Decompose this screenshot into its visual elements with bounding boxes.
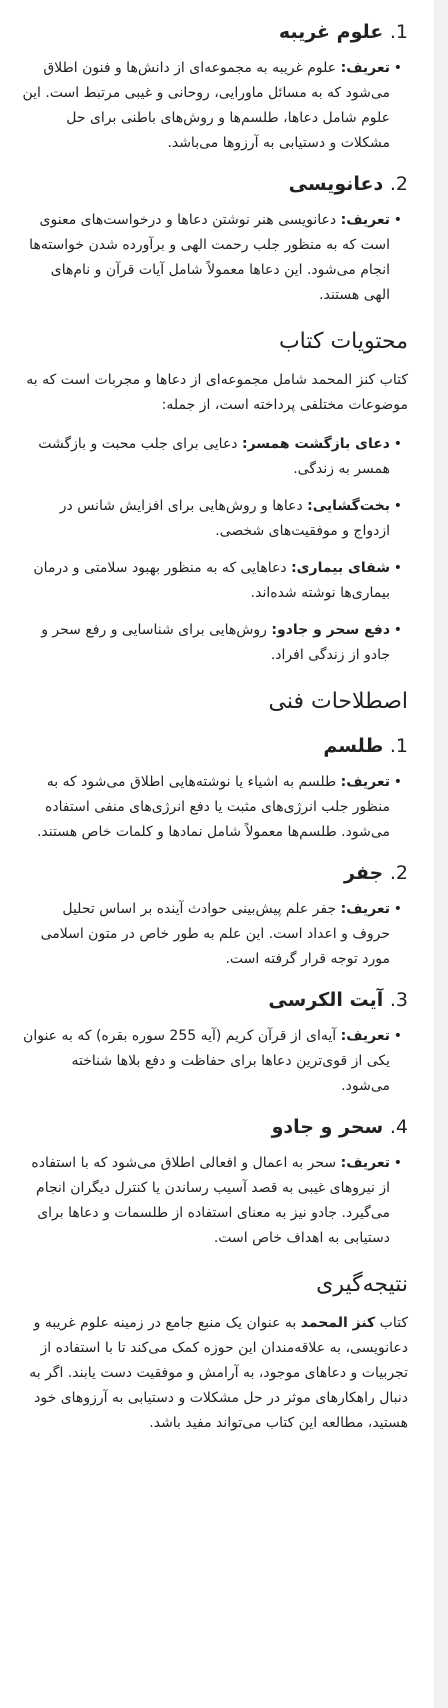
heading-technical-terms: اصطلاحات فنی bbox=[268, 689, 408, 714]
heading-number: 1. bbox=[389, 21, 408, 43]
conclusion-pre: کتاب bbox=[375, 1315, 408, 1331]
definition-item bbox=[22, 56, 390, 156]
contents-item bbox=[22, 618, 390, 668]
heading-text: جفر bbox=[344, 862, 384, 884]
definition-list bbox=[22, 208, 408, 308]
definition-item bbox=[22, 1024, 390, 1099]
heading-text: سحر و جادو bbox=[271, 1116, 384, 1138]
contents-item bbox=[22, 432, 390, 482]
heading-number: 4. bbox=[389, 1116, 408, 1138]
article-body bbox=[22, 8, 408, 1448]
contents-term: دفع سحر و جادو: bbox=[271, 622, 390, 638]
definition-list bbox=[22, 897, 408, 972]
heading-text: علوم غریبه bbox=[278, 21, 384, 43]
heading-number: 1. bbox=[389, 735, 408, 757]
contents-term: بخت‌گشایی: bbox=[307, 498, 390, 514]
definition-item bbox=[22, 897, 390, 972]
conclusion-book-name: کنز المحمد bbox=[300, 1315, 376, 1331]
heading-text: آیت الکرسی bbox=[268, 989, 384, 1011]
heading-text: دعانویسی bbox=[288, 173, 384, 195]
definition-text: علوم غریبه به مجموعه‌ای از دانش‌ها و فنون اطلاق می‌شود که به مسائل ماورایی، روحانی و غیبی مرتبط است. این علوم شامل دعاها، طلسم‌ها و روش‌های باطنی برای حل مشکلات و دستیابی به آرزوها می‌باشد. bbox=[22, 60, 390, 151]
conclusion-text: به عنوان یک منبع جامع در زمینه علوم غریبه و دعانویسی، به علاقه‌مندان این حوزه کمک می‌کند تا با استفاده از تجربیات و دعاهای موجود، به آرامش و موفقیت دست یابند. اگر به دنبال راهکارهای موثر در حل مشکلات و دستیابی به آرزوهای خود هستید، مطالعه این کتاب می‌تواند مفید باشد. bbox=[29, 1315, 408, 1431]
definition-item bbox=[22, 208, 390, 308]
definition-term: تعریف: bbox=[340, 774, 390, 790]
definition-list bbox=[22, 770, 408, 845]
contents-term: شفای بیماری: bbox=[291, 560, 390, 576]
definition-term: تعریف: bbox=[340, 901, 390, 917]
scrollbar-track[interactable] bbox=[434, 0, 448, 1708]
definition-text: دعانویسی هنر نوشتن دعاها و درخواست‌های معنوی است که به منظور جلب رحمت الهی و برآورده شدن خواسته‌ها انجام می‌شود. این دعاها معمولاً شامل آیات قرآن و نام‌های الهی هستند. bbox=[29, 212, 390, 303]
definition-term: تعریف: bbox=[340, 1155, 390, 1171]
definition-item bbox=[22, 1151, 390, 1251]
definition-text: آیه‌ای از قرآن کریم (آیه 255 سوره بقره) که به عنوان یکی از قوی‌ترین دعاها برای حفاظت و دفع بلاها شناخته می‌شود. bbox=[23, 1028, 390, 1094]
definition-text: سحر به اعمال و افعالی اطلاق می‌شود که با استفاده از نیروهای غیبی به قصد آسیب رساندن یا کنترل دیگران انجام می‌گیرد. جادو نیز به معنای استفاده از طلسمات و دعاها برای دستیابی به اهداف خاص است. bbox=[31, 1155, 390, 1246]
definition-list bbox=[22, 1151, 408, 1251]
contents-text: دعایی برای جلب محبت و بازگشت همسر به زندگی. bbox=[38, 436, 390, 477]
contents-intro: کتاب کنز المحمد شامل مجموعه‌ای از دعاها و مجربات است که به موضوعات مختلفی پرداخته است، از جمله: bbox=[26, 372, 408, 413]
definition-list bbox=[22, 56, 408, 156]
contents-term: دعای بازگشت همسر: bbox=[241, 436, 390, 452]
definition-list bbox=[22, 1024, 408, 1099]
heading-telesm bbox=[22, 732, 408, 760]
conclusion-paragraph bbox=[22, 1311, 408, 1436]
heading-number: 3. bbox=[389, 989, 408, 1011]
contents-item bbox=[22, 494, 390, 544]
definition-term: تعریف: bbox=[340, 1028, 390, 1044]
heading-olum-gharibe bbox=[22, 18, 408, 46]
contents-text: دعاها و روش‌هایی برای افزایش شانس در ازدواج و موفقیت‌های شخصی. bbox=[59, 498, 390, 539]
contents-text: دعاهایی که به منظور بهبود سلامتی و درمان بیماری‌ها نوشته شده‌اند. bbox=[33, 560, 390, 601]
definition-text: جفر علم پیش‌بینی حوادث آینده بر اساس تحلیل حروف و اعداد است. این علم به طور خاص در متون اسلامی مورد توجه قرار گرفته است. bbox=[40, 901, 390, 967]
definition-text: طلسم به اشیاء یا نوشته‌هایی اطلاق می‌شود که به منظور جلب انرژی‌های مثبت یا دفع انرژی‌های منفی استفاده می‌شود. طلسم‌ها معمولاً شامل نمادها و کلمات خاص هستند. bbox=[36, 774, 390, 840]
definition-term: تعریف: bbox=[340, 212, 390, 228]
heading-sehr-jadoo bbox=[22, 1113, 408, 1141]
definition-item bbox=[22, 770, 390, 845]
contents-text: روش‌هایی برای شناسایی و رفع سحر و جادو از زندگی افراد. bbox=[41, 622, 390, 663]
heading-doanevisi bbox=[22, 170, 408, 198]
contents-item bbox=[22, 556, 390, 606]
heading-conclusion: نتیجه‌گیری bbox=[316, 1272, 408, 1297]
heading-number: 2. bbox=[389, 862, 408, 884]
heading-book-contents: محتویات کتاب bbox=[278, 329, 408, 354]
contents-list bbox=[22, 432, 408, 668]
heading-number: 2. bbox=[389, 173, 408, 195]
heading-jafr bbox=[22, 859, 408, 887]
heading-text: طلسم bbox=[323, 735, 384, 757]
definition-term: تعریف: bbox=[340, 60, 390, 76]
heading-ayat-alkorsi bbox=[22, 986, 408, 1014]
